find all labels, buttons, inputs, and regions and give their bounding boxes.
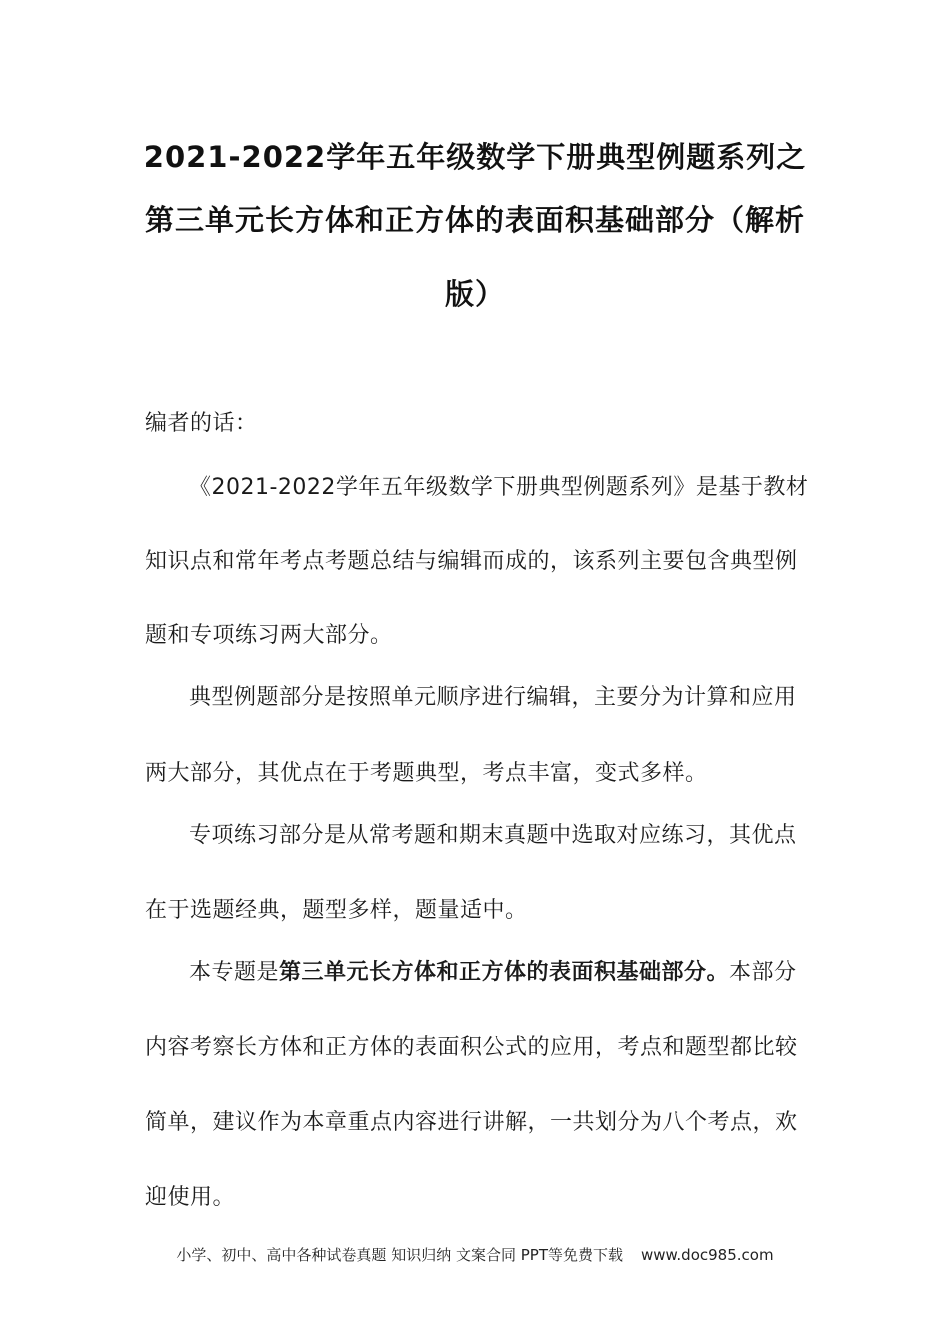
paragraph-4-line-3: 简单，建议作为本章重点内容进行讲解，一共划分为八个考点，欢	[145, 1110, 798, 1135]
paragraph-4-topic: 第三单元长方体和正方体的表面积基础部分。	[279, 960, 730, 985]
paragraph-1-line-2: 知识点和常年考点考题总结与编辑而成的，该系列主要包含典型例	[145, 549, 798, 574]
footer-text: 小学、初中、高中各种试卷真题 知识归纳 文案合同 PPT等免费下载	[176, 1246, 623, 1264]
title-line-3: 版）	[444, 277, 505, 311]
paragraph-4-line-1	[189, 955, 849, 986]
paragraph-4-suffix: 本部分	[729, 960, 797, 985]
paragraph-1-line-1: 《2021-2022学年五年级数学下册典型例题系列》是基于教材	[189, 475, 809, 500]
paragraph-4-prefix: 本专题是	[189, 960, 280, 985]
paragraph-1-line-3: 题和专项练习两大部分。	[145, 623, 393, 648]
paragraph-2-line-1: 典型例题部分是按照单元顺序进行编辑，主要分为计算和应用	[189, 685, 797, 710]
paragraph-2-line-2: 两大部分，其优点在于考题典型，考点丰富，变式多样。	[145, 761, 708, 786]
paragraph-3-line-2: 在于选题经典，题型多样，题量适中。	[145, 898, 528, 923]
editor-note-heading: 编者的话：	[145, 411, 258, 436]
paragraph-3-line-1: 专项练习部分是从常考题和期末真题中选取对应练习，其优点	[189, 823, 797, 848]
title-line-2: 第三单元长方体和正方体的表面积基础部分（解析	[144, 203, 805, 237]
paragraph-4-line-2: 内容考察长方体和正方体的表面积公式的应用，考点和题型都比较	[145, 1035, 798, 1060]
footer-url[interactable]: www.doc985.com	[640, 1246, 774, 1264]
paragraph-4-line-4: 迎使用。	[145, 1185, 236, 1210]
title-line-1: 2021-2022学年五年级数学下册典型例题系列之	[143, 140, 807, 174]
page-footer	[0, 1244, 950, 1265]
